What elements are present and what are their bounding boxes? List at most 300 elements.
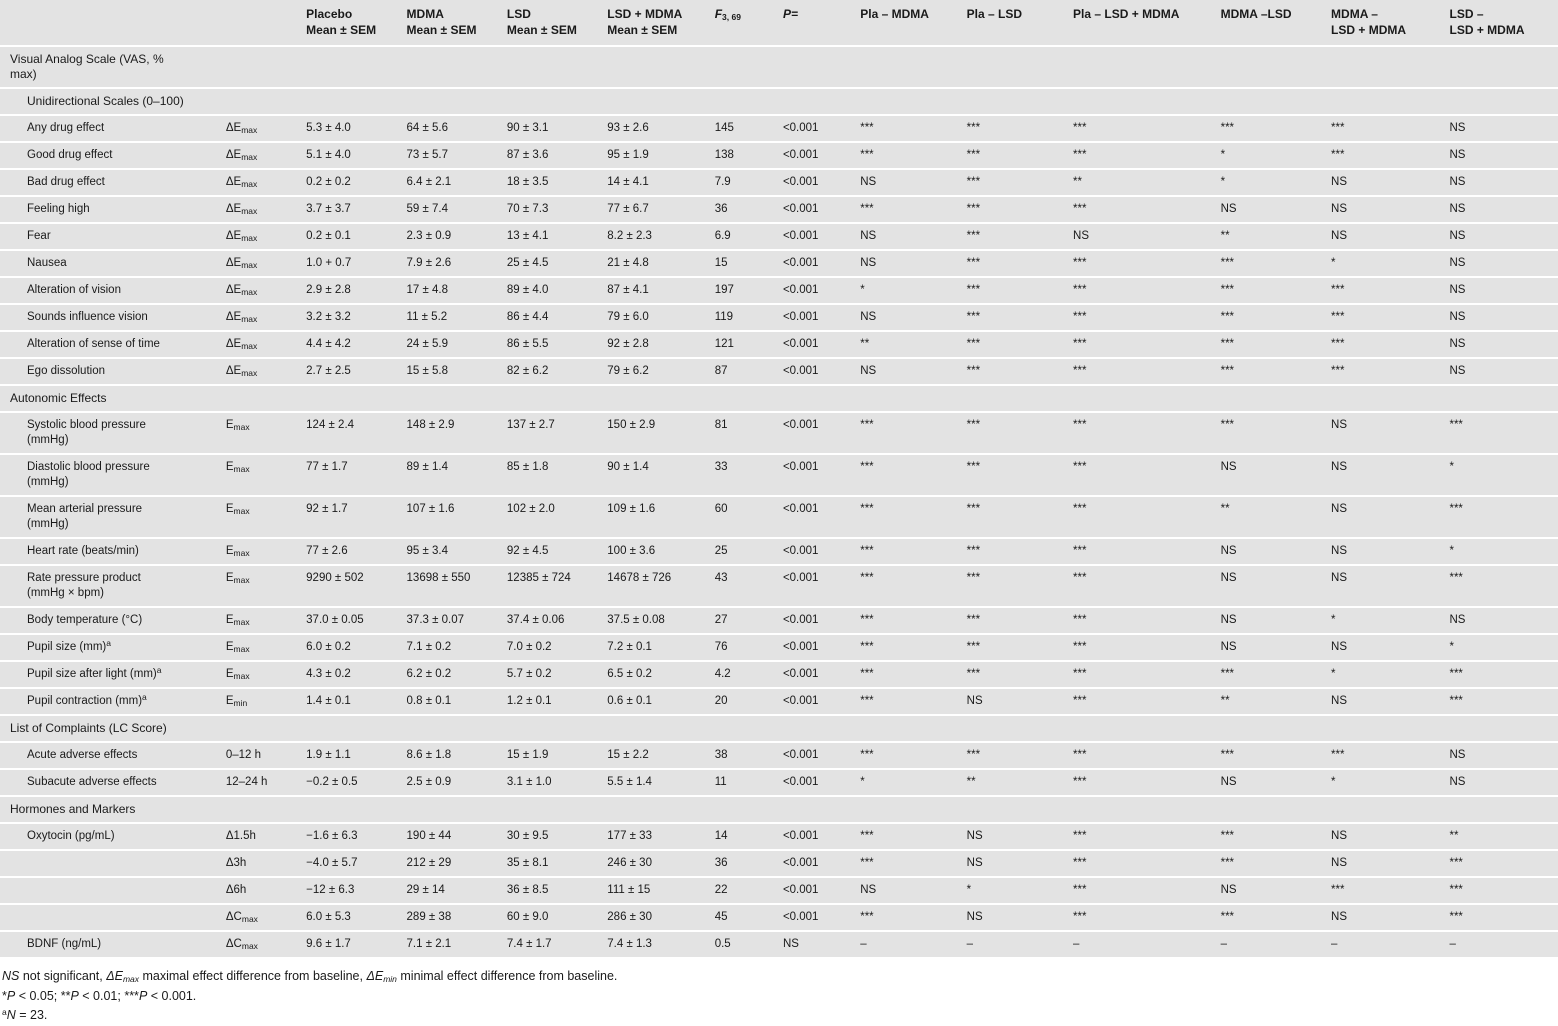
- row-comparison-pla-lsdmdma: ***: [1073, 358, 1221, 385]
- row-comparison-mdma-lsdmdma: NS: [1331, 496, 1449, 538]
- header-placebo-sub: Mean ± SEM: [306, 23, 377, 37]
- row-f-statistic: 14: [715, 823, 783, 850]
- row-p-value: <0.001: [783, 661, 860, 688]
- table-row: [0, 142, 1558, 169]
- row-value-lsd-mdma: 246 ± 30: [607, 850, 714, 877]
- table-row: [0, 331, 1558, 358]
- row-value-lsd: 35 ± 8.1: [507, 850, 607, 877]
- row-comparison-lsd-lsdmdma: NS: [1449, 169, 1558, 196]
- row-value-placebo: −0.2 ± 0.5: [306, 769, 406, 796]
- row-comparison-pla-lsd: ***: [967, 607, 1073, 634]
- row-value-lsd: 102 ± 2.0: [507, 496, 607, 538]
- row-comparison-mdma-lsd: ***: [1221, 412, 1331, 454]
- table-row: [0, 565, 1558, 607]
- row-comparison-pla-mdma: NS: [860, 169, 966, 196]
- row-value-mdma: 6.4 ± 2.1: [407, 169, 507, 196]
- row-value-mdma: 59 ± 7.4: [407, 196, 507, 223]
- row-comparison-pla-lsdmdma: ***: [1073, 661, 1221, 688]
- row-comparison-pla-lsdmdma: **: [1073, 169, 1221, 196]
- row-comparison-mdma-lsd: **: [1221, 688, 1331, 715]
- row-comparison-pla-mdma: *: [860, 277, 966, 304]
- row-comparison-mdma-lsdmdma: –: [1331, 931, 1449, 958]
- row-comparison-pla-lsd: **: [967, 769, 1073, 796]
- row-f-statistic: 36: [715, 196, 783, 223]
- row-value-lsd-mdma: 5.5 ± 1.4: [607, 769, 714, 796]
- row-comparison-pla-mdma: ***: [860, 742, 966, 769]
- row-value-mdma: 2.5 ± 0.9: [407, 769, 507, 796]
- row-value-lsd-mdma: 177 ± 33: [607, 823, 714, 850]
- row-comparison-pla-lsdmdma: ***: [1073, 634, 1221, 661]
- row-value-mdma: 95 ± 3.4: [407, 538, 507, 565]
- row-p-value: <0.001: [783, 169, 860, 196]
- row-comparison-mdma-lsdmdma: NS: [1331, 823, 1449, 850]
- row-value-mdma: 6.2 ± 0.2: [407, 661, 507, 688]
- row-comparison-mdma-lsd: **: [1221, 223, 1331, 250]
- table-row: [0, 304, 1558, 331]
- row-comparison-pla-lsdmdma: –: [1073, 931, 1221, 958]
- row-comparison-lsd-lsdmdma: NS: [1449, 115, 1558, 142]
- row-label: Feeling high: [0, 196, 226, 223]
- row-value-lsd-mdma: 79 ± 6.0: [607, 304, 714, 331]
- row-f-statistic: 20: [715, 688, 783, 715]
- row-f-statistic: 145: [715, 115, 783, 142]
- row-comparison-pla-lsdmdma: ***: [1073, 877, 1221, 904]
- row-measure: Δ1.5h: [226, 823, 306, 850]
- row-measure: $E_{max}$: [226, 454, 306, 496]
- table-row: [0, 742, 1558, 769]
- table-section-header-row: [0, 385, 1558, 412]
- row-comparison-pla-mdma: ***: [860, 496, 966, 538]
- row-value-placebo: 3.2 ± 3.2: [306, 304, 406, 331]
- row-comparison-mdma-lsdmdma: ***: [1331, 115, 1449, 142]
- row-value-mdma: 148 ± 2.9: [407, 412, 507, 454]
- table-footnotes: [0, 959, 1558, 1026]
- row-measure: $\Delta E_{max}$: [226, 331, 306, 358]
- footnote-significance-legend: [2, 987, 1558, 1006]
- table-row: [0, 277, 1558, 304]
- row-value-lsd-mdma: 77 ± 6.7: [607, 196, 714, 223]
- row-value-lsd-mdma: 14678 ± 726: [607, 565, 714, 607]
- row-comparison-lsd-lsdmdma: **: [1449, 823, 1558, 850]
- row-comparison-pla-lsdmdma: ***: [1073, 304, 1221, 331]
- row-p-value: <0.001: [783, 634, 860, 661]
- row-comparison-pla-lsd: ***: [967, 250, 1073, 277]
- row-f-statistic: 76: [715, 634, 783, 661]
- row-comparison-pla-lsd: ***: [967, 412, 1073, 454]
- row-measure: Δ6h: [226, 877, 306, 904]
- row-value-lsd: 37.4 ± 0.06: [507, 607, 607, 634]
- row-measure: $\Delta C_{max}$: [226, 931, 306, 958]
- row-label: Alteration of sense of time: [0, 331, 226, 358]
- row-value-lsd-mdma: 21 ± 4.8: [607, 250, 714, 277]
- row-value-placebo: 2.9 ± 2.8: [306, 277, 406, 304]
- row-comparison-mdma-lsd: ***: [1221, 277, 1331, 304]
- row-label: Rate pressure product (mmHg × bpm): [0, 565, 226, 607]
- row-comparison-pla-mdma: ***: [860, 412, 966, 454]
- row-comparison-pla-mdma: NS: [860, 304, 966, 331]
- row-comparison-mdma-lsd: NS: [1221, 769, 1331, 796]
- row-p-value: <0.001: [783, 823, 860, 850]
- row-comparison-mdma-lsd: NS: [1221, 538, 1331, 565]
- row-f-statistic: 121: [715, 331, 783, 358]
- row-value-mdma: 64 ± 5.6: [407, 115, 507, 142]
- row-measure: $\Delta E_{max}$: [226, 223, 306, 250]
- header-lsd-mdma-sub: Mean ± SEM: [607, 23, 678, 37]
- row-value-lsd-mdma: 8.2 ± 2.3: [607, 223, 714, 250]
- row-comparison-mdma-lsd: NS: [1221, 607, 1331, 634]
- row-value-lsd: 5.7 ± 0.2: [507, 661, 607, 688]
- row-measure: $\Delta E_{max}$: [226, 196, 306, 223]
- footnote-ns-abbr: NS: [2, 969, 20, 983]
- header-measure-label: [0, 0, 226, 46]
- row-value-mdma: 24 ± 5.9: [407, 331, 507, 358]
- row-value-lsd: 60 ± 9.0: [507, 904, 607, 931]
- row-label: BDNF (ng/mL): [0, 931, 226, 958]
- row-comparison-mdma-lsdmdma: ***: [1331, 277, 1449, 304]
- table-row: [0, 769, 1558, 796]
- footnote-text-3: minimal effect difference from baseline.: [396, 969, 618, 983]
- table-row: [0, 223, 1558, 250]
- row-value-lsd-mdma: 7.2 ± 0.1: [607, 634, 714, 661]
- header-lsd-sub: Mean ± SEM: [506, 23, 577, 37]
- row-p-value: <0.001: [783, 250, 860, 277]
- row-comparison-mdma-lsdmdma: NS: [1331, 223, 1449, 250]
- row-measure: $E_{max}$: [226, 496, 306, 538]
- row-comparison-pla-lsd: ***: [967, 169, 1073, 196]
- table-row: [0, 538, 1558, 565]
- header-lsd-title: LSD: [506, 7, 531, 21]
- row-comparison-pla-mdma: ***: [860, 565, 966, 607]
- table-section-header-row: [0, 715, 1558, 742]
- header-mdma-sub: Mean ± SEM: [406, 23, 477, 37]
- row-value-mdma: 7.9 ± 2.6: [407, 250, 507, 277]
- header-f-statistic: [715, 0, 783, 46]
- header-measure-type: [226, 0, 306, 46]
- row-comparison-mdma-lsdmdma: NS: [1331, 196, 1449, 223]
- row-value-placebo: 0.2 ± 0.1: [306, 223, 406, 250]
- row-comparison-pla-lsdmdma: ***: [1073, 742, 1221, 769]
- row-p-value: <0.001: [783, 565, 860, 607]
- row-value-placebo: 6.0 ± 0.2: [306, 634, 406, 661]
- row-comparison-lsd-lsdmdma: ***: [1449, 412, 1558, 454]
- header-mdma-title: MDMA: [406, 7, 444, 21]
- row-comparison-lsd-lsdmdma: NS: [1449, 607, 1558, 634]
- row-comparison-lsd-lsdmdma: ***: [1449, 565, 1558, 607]
- row-value-placebo: 1.0 + 0.7: [306, 250, 406, 277]
- row-comparison-pla-lsd: ***: [967, 538, 1073, 565]
- row-measure: Δ3h: [226, 850, 306, 877]
- row-p-value: <0.001: [783, 412, 860, 454]
- row-measure: $E_{max}$: [226, 634, 306, 661]
- row-comparison-pla-mdma: ***: [860, 115, 966, 142]
- row-comparison-pla-lsdmdma: ***: [1073, 904, 1221, 931]
- row-comparison-pla-lsdmdma: ***: [1073, 496, 1221, 538]
- row-f-statistic: 22: [715, 877, 783, 904]
- table-body: [0, 46, 1558, 958]
- row-value-mdma: 89 ± 1.4: [407, 454, 507, 496]
- table-row: [0, 931, 1558, 958]
- row-measure: $\Delta C_{max}$: [226, 904, 306, 931]
- row-comparison-mdma-lsdmdma: NS: [1331, 412, 1449, 454]
- row-f-statistic: 6.9: [715, 223, 783, 250]
- row-value-mdma: 13698 ± 550: [407, 565, 507, 607]
- row-comparison-pla-mdma: NS: [860, 877, 966, 904]
- row-measure: $E_{max}$: [226, 538, 306, 565]
- row-comparison-mdma-lsd: NS: [1221, 877, 1331, 904]
- row-value-placebo: 0.2 ± 0.2: [306, 169, 406, 196]
- row-label: Bad drug effect: [0, 169, 226, 196]
- row-comparison-pla-lsdmdma: ***: [1073, 850, 1221, 877]
- row-f-statistic: 45: [715, 904, 783, 931]
- row-f-statistic: 119: [715, 304, 783, 331]
- header-lsd-mdma: [607, 0, 714, 46]
- row-comparison-mdma-lsdmdma: *: [1331, 250, 1449, 277]
- row-comparison-pla-lsd: ***: [967, 358, 1073, 385]
- row-value-placebo: 1.9 ± 1.1: [306, 742, 406, 769]
- header-cmp-mdma-lsdmdma-l1: MDMA –: [1331, 7, 1378, 21]
- row-comparison-lsd-lsdmdma: NS: [1449, 196, 1558, 223]
- row-comparison-lsd-lsdmdma: ***: [1449, 496, 1558, 538]
- header-placebo: [306, 0, 406, 46]
- footnote-sig-star1: *P < 0.05; **P < 0.01; ***P < 0.001.: [2, 989, 197, 1003]
- row-label: [0, 877, 226, 904]
- row-label: [0, 904, 226, 931]
- row-comparison-mdma-lsd: ***: [1221, 850, 1331, 877]
- header-cmp-pla-lsd: Pla – LSD: [967, 0, 1073, 46]
- row-value-lsd: 86 ± 5.5: [507, 331, 607, 358]
- row-comparison-pla-mdma: ***: [860, 688, 966, 715]
- row-value-lsd-mdma: 79 ± 6.2: [607, 358, 714, 385]
- row-comparison-pla-mdma: ***: [860, 142, 966, 169]
- row-comparison-lsd-lsdmdma: NS: [1449, 358, 1558, 385]
- row-value-lsd: 7.4 ± 1.7: [507, 931, 607, 958]
- row-f-statistic: 27: [715, 607, 783, 634]
- row-comparison-lsd-lsdmdma: –: [1449, 931, 1558, 958]
- row-value-placebo: 1.4 ± 0.1: [306, 688, 406, 715]
- row-comparison-pla-lsd: *: [967, 877, 1073, 904]
- row-p-value: <0.001: [783, 142, 860, 169]
- row-value-placebo: 6.0 ± 5.3: [306, 904, 406, 931]
- row-label: Pupil size (mm)$^a$: [0, 634, 226, 661]
- row-value-placebo: 37.0 ± 0.05: [306, 607, 406, 634]
- row-f-statistic: 36: [715, 850, 783, 877]
- row-value-lsd: 1.2 ± 0.1: [507, 688, 607, 715]
- row-comparison-pla-lsdmdma: ***: [1073, 607, 1221, 634]
- table-row: [0, 607, 1558, 634]
- row-comparison-pla-mdma: ***: [860, 904, 966, 931]
- section-title: Unidirectional Scales (0–100): [0, 88, 1558, 115]
- row-comparison-pla-lsdmdma: ***: [1073, 196, 1221, 223]
- row-comparison-pla-lsd: NS: [967, 904, 1073, 931]
- row-comparison-mdma-lsd: ***: [1221, 904, 1331, 931]
- row-value-lsd: 137 ± 2.7: [507, 412, 607, 454]
- row-comparison-mdma-lsdmdma: NS: [1331, 454, 1449, 496]
- row-comparison-pla-lsd: –: [967, 931, 1073, 958]
- row-comparison-lsd-lsdmdma: *: [1449, 634, 1558, 661]
- footnote-text-2: maximal effect difference from baseline,: [139, 969, 367, 983]
- table-row: [0, 169, 1558, 196]
- row-comparison-pla-lsdmdma: ***: [1073, 412, 1221, 454]
- row-comparison-pla-mdma: ***: [860, 823, 966, 850]
- row-value-placebo: 4.4 ± 4.2: [306, 331, 406, 358]
- row-measure: $\Delta E_{max}$: [226, 115, 306, 142]
- row-measure: $\Delta E_{max}$: [226, 142, 306, 169]
- row-measure: 12–24 h: [226, 769, 306, 796]
- table-section-header-row: [0, 796, 1558, 823]
- row-comparison-pla-lsdmdma: ***: [1073, 688, 1221, 715]
- row-label: Sounds influence vision: [0, 304, 226, 331]
- row-value-lsd: 89 ± 4.0: [507, 277, 607, 304]
- row-value-lsd-mdma: 150 ± 2.9: [607, 412, 714, 454]
- footnote-demax-abbr: $\Delta E_{max}$: [106, 969, 140, 984]
- row-p-value: <0.001: [783, 688, 860, 715]
- row-label: Heart rate (beats/min): [0, 538, 226, 565]
- header-f-df: 3, 69: [722, 12, 741, 22]
- row-value-mdma: 29 ± 14: [407, 877, 507, 904]
- header-cmp-mdma-lsdmdma-l2: LSD + MDMA: [1331, 23, 1407, 37]
- footnote-marker-a: a: [2, 1007, 7, 1017]
- row-value-lsd-mdma: 6.5 ± 0.2: [607, 661, 714, 688]
- row-comparison-pla-mdma: *: [860, 769, 966, 796]
- row-measure: $E_{max}$: [226, 412, 306, 454]
- row-comparison-mdma-lsdmdma: NS: [1331, 565, 1449, 607]
- header-cmp-lsd-lsdmdma-l1: LSD –: [1449, 7, 1484, 21]
- row-p-value: <0.001: [783, 304, 860, 331]
- row-f-statistic: 43: [715, 565, 783, 607]
- row-label: Diastolic blood pressure (mmHg): [0, 454, 226, 496]
- row-comparison-pla-mdma: **: [860, 331, 966, 358]
- row-value-lsd-mdma: 286 ± 30: [607, 904, 714, 931]
- row-label: Systolic blood pressure (mmHg): [0, 412, 226, 454]
- table-row: [0, 115, 1558, 142]
- row-p-value: <0.001: [783, 277, 860, 304]
- row-comparison-mdma-lsdmdma: ***: [1331, 742, 1449, 769]
- row-value-lsd: 15 ± 1.9: [507, 742, 607, 769]
- row-comparison-mdma-lsd: *: [1221, 169, 1331, 196]
- row-comparison-mdma-lsdmdma: NS: [1331, 634, 1449, 661]
- row-value-placebo: 4.3 ± 0.2: [306, 661, 406, 688]
- row-label: Oxytocin (pg/mL): [0, 823, 226, 850]
- footnote-demin-abbr: $\Delta E_{min}$: [366, 969, 397, 984]
- row-comparison-lsd-lsdmdma: NS: [1449, 142, 1558, 169]
- row-comparison-mdma-lsdmdma: ***: [1331, 304, 1449, 331]
- row-comparison-mdma-lsdmdma: ***: [1331, 358, 1449, 385]
- row-f-statistic: 87: [715, 358, 783, 385]
- row-p-value: NS: [783, 931, 860, 958]
- section-title: List of Complaints (LC Score): [0, 715, 1558, 742]
- row-comparison-mdma-lsd: ***: [1221, 331, 1331, 358]
- row-comparison-pla-mdma: –: [860, 931, 966, 958]
- row-value-mdma: 0.8 ± 0.1: [407, 688, 507, 715]
- table-row: [0, 454, 1558, 496]
- row-value-placebo: 92 ± 1.7: [306, 496, 406, 538]
- row-comparison-pla-lsdmdma: ***: [1073, 115, 1221, 142]
- row-comparison-lsd-lsdmdma: ***: [1449, 661, 1558, 688]
- row-value-mdma: 107 ± 1.6: [407, 496, 507, 538]
- row-p-value: <0.001: [783, 538, 860, 565]
- row-comparison-mdma-lsd: –: [1221, 931, 1331, 958]
- row-value-lsd-mdma: 0.6 ± 0.1: [607, 688, 714, 715]
- row-value-placebo: −4.0 ± 5.7: [306, 850, 406, 877]
- row-comparison-mdma-lsdmdma: NS: [1331, 904, 1449, 931]
- row-value-lsd-mdma: 100 ± 3.6: [607, 538, 714, 565]
- table-row: [0, 634, 1558, 661]
- row-value-lsd: 90 ± 3.1: [507, 115, 607, 142]
- row-comparison-lsd-lsdmdma: ***: [1449, 904, 1558, 931]
- row-comparison-pla-mdma: ***: [860, 607, 966, 634]
- row-measure: $\Delta E_{max}$: [226, 169, 306, 196]
- row-f-statistic: 25: [715, 538, 783, 565]
- header-cmp-pla-mdma: Pla – MDMA: [860, 0, 966, 46]
- row-f-statistic: 60: [715, 496, 783, 538]
- row-comparison-pla-lsdmdma: NS: [1073, 223, 1221, 250]
- row-value-mdma: 8.6 ± 1.8: [407, 742, 507, 769]
- row-comparison-pla-lsd: ***: [967, 565, 1073, 607]
- table-section-header-row: [0, 88, 1558, 115]
- row-value-mdma: 11 ± 5.2: [407, 304, 507, 331]
- row-comparison-pla-mdma: ***: [860, 850, 966, 877]
- row-value-lsd: 87 ± 3.6: [507, 142, 607, 169]
- row-p-value: <0.001: [783, 454, 860, 496]
- row-comparison-pla-lsd: NS: [967, 688, 1073, 715]
- row-comparison-pla-lsd: ***: [967, 331, 1073, 358]
- table-row: [0, 877, 1558, 904]
- row-comparison-pla-lsd: ***: [967, 454, 1073, 496]
- row-f-statistic: 15: [715, 250, 783, 277]
- table-section-header-row: [0, 46, 1558, 88]
- row-comparison-pla-lsdmdma: ***: [1073, 823, 1221, 850]
- row-comparison-pla-lsd: ***: [967, 223, 1073, 250]
- row-value-lsd-mdma: 15 ± 2.2: [607, 742, 714, 769]
- row-comparison-lsd-lsdmdma: ***: [1449, 877, 1558, 904]
- row-value-mdma: 37.3 ± 0.07: [407, 607, 507, 634]
- row-p-value: <0.001: [783, 877, 860, 904]
- header-cmp-lsd-lsdmdma: [1449, 0, 1558, 46]
- row-label: Acute adverse effects: [0, 742, 226, 769]
- row-label: Alteration of vision: [0, 277, 226, 304]
- row-comparison-mdma-lsd: NS: [1221, 196, 1331, 223]
- row-comparison-mdma-lsd: **: [1221, 496, 1331, 538]
- row-comparison-mdma-lsdmdma: ***: [1331, 331, 1449, 358]
- row-value-placebo: 124 ± 2.4: [306, 412, 406, 454]
- header-lsd: [507, 0, 607, 46]
- row-value-lsd: 92 ± 4.5: [507, 538, 607, 565]
- row-f-statistic: 7.9: [715, 169, 783, 196]
- row-comparison-pla-lsd: ***: [967, 277, 1073, 304]
- footnote-sample-size: [2, 1006, 1558, 1026]
- row-comparison-mdma-lsdmdma: NS: [1331, 538, 1449, 565]
- section-title: Hormones and Markers: [0, 796, 1558, 823]
- row-comparison-pla-lsd: ***: [967, 115, 1073, 142]
- row-comparison-mdma-lsdmdma: NS: [1331, 850, 1449, 877]
- row-comparison-lsd-lsdmdma: NS: [1449, 331, 1558, 358]
- row-value-placebo: −12 ± 6.3: [306, 877, 406, 904]
- row-comparison-mdma-lsdmdma: *: [1331, 607, 1449, 634]
- row-label: Nausea: [0, 250, 226, 277]
- row-comparison-mdma-lsdmdma: *: [1331, 769, 1449, 796]
- header-p-value: P=: [783, 0, 860, 46]
- row-value-placebo: 5.3 ± 4.0: [306, 115, 406, 142]
- row-value-placebo: 9290 ± 502: [306, 565, 406, 607]
- header-cmp-pla-lsdmdma: Pla – LSD + MDMA: [1073, 0, 1221, 46]
- row-comparison-lsd-lsdmdma: ***: [1449, 850, 1558, 877]
- row-comparison-pla-mdma: NS: [860, 223, 966, 250]
- footnote-abbreviations: [2, 967, 1558, 987]
- row-label: Fear: [0, 223, 226, 250]
- row-value-mdma: 7.1 ± 2.1: [407, 931, 507, 958]
- row-measure: $\Delta E_{max}$: [226, 277, 306, 304]
- row-comparison-pla-mdma: ***: [860, 661, 966, 688]
